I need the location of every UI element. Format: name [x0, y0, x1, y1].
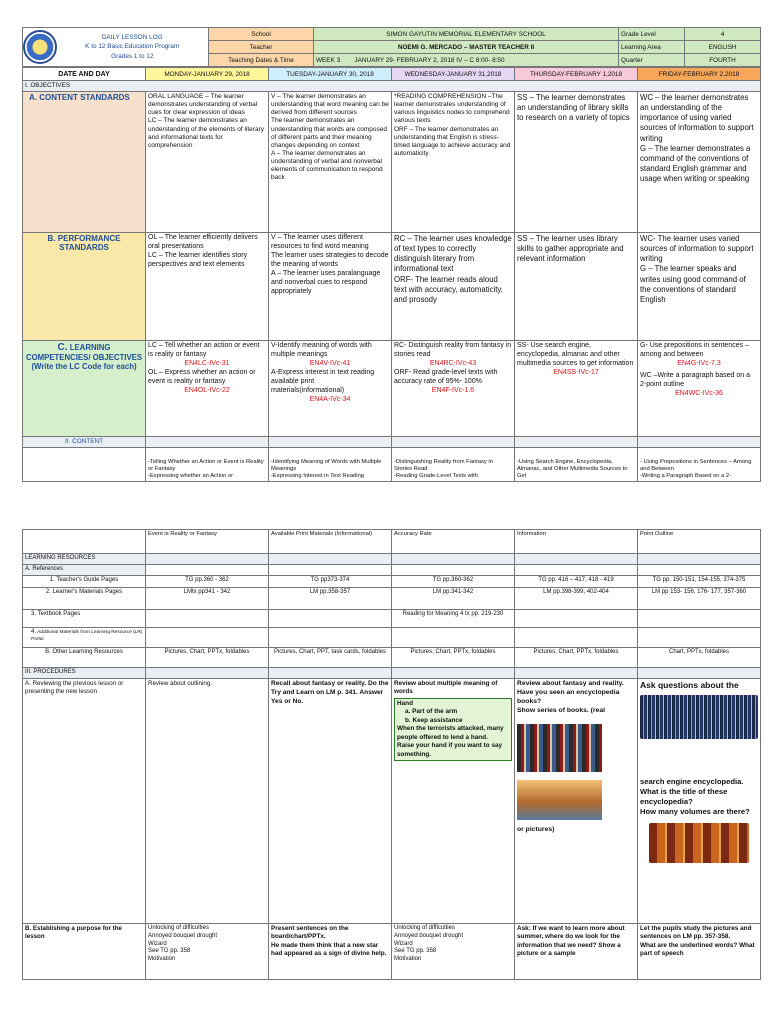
- tg-wed: TG pp.360-362: [392, 576, 515, 588]
- school-value: SIMON GAYUTIN MEMORIAL ELEMENTARY SCHOOL: [314, 28, 619, 41]
- purpose-tue: Present sentences on the board/chart/PPTx. He made them think that a new star had appeared as a sign of divine help.: [269, 924, 392, 980]
- cont-mon: Event is Reality or Fantasy: [146, 530, 269, 554]
- tg-label: 1. Teacher's Guide Pages: [23, 576, 146, 588]
- cont-tue: Available Print Materials (Informational): [269, 530, 392, 554]
- competency-wed-code-orf: EN4F-IVc-1.6: [431, 386, 475, 394]
- encyclopedia-volumes-image: [649, 823, 749, 863]
- content-std-tue: V – The learner demonstrates an understanding that word meaning can be derived from different sources The learner demonstrates an understanding that words are composed of different parts and their meaning changes depending on context A – The learner demonstrates an understanding of verbal and nonverbal elements of communication to respond back: [269, 92, 392, 233]
- tg-tue: TG pp373-374: [269, 576, 392, 588]
- content-tue: -Identifying Meaning of Words with Multiple Meanings -Expressing Interest in Text Reading: [269, 448, 392, 482]
- lesson-log-page-1: [0, 27, 768, 482]
- dates-value: JANUARY 29- FEBRUARY 2, 2018 IV – C 8:00- 8:50: [354, 56, 505, 64]
- performance-standards-label: B. PERFORMANCE STANDARDS: [23, 233, 146, 341]
- content-heading: II. CONTENT: [23, 437, 146, 448]
- cont-wed: Accuracy Rate: [392, 530, 515, 554]
- lm-wed: LM pp.341-342: [392, 588, 515, 610]
- school-label: School: [209, 28, 314, 41]
- content-std-wed: *READING COMPREHENSION –The learner demonstrates understanding of various linguistics nodes to comprehend various texts ORF – The learner demonstrates an understanding that English is stress-timed language to achieve accuracy and automaticity: [392, 92, 515, 233]
- discovery-book-image: [517, 780, 602, 820]
- review-thu: [515, 679, 638, 924]
- competency-wed-orf: ORF- Read grade-level texts with accuracy rate of 95%- 100%: [394, 368, 498, 385]
- review-label: A. Reviewing the previous lesson or presenting the new lesson: [23, 679, 146, 924]
- competency-mon-code-ol: EN4OL-IVc-22: [184, 386, 230, 394]
- perf-std-mon: OL – The learner efficiently delivers oral presentations LC – The learner identifies story perspectives and text elements: [146, 233, 269, 341]
- review-tue: Recall about fantasy or reality. Do the Try and Learn on LM p. 341. Answer Yes or No.: [269, 679, 392, 924]
- day-wednesday: WEDNESDAY-JANUARY 31,2018: [392, 68, 515, 81]
- review-thu-text-end: or pictures): [517, 825, 555, 833]
- header-table: [22, 27, 761, 67]
- other-mon: Pictures, Chart, PPTx, foldables: [146, 648, 269, 668]
- lm-fri: LM pp 153- 156, 176- 177, 357-360: [638, 588, 761, 610]
- learning-resources-heading: LEARNING RESOURCES: [23, 554, 146, 565]
- review-wed-word: Hand: [397, 699, 413, 707]
- lm-mon: LMtx pp341 - 342: [146, 588, 269, 610]
- content-mon: -Telling Whether an Action or Event is Reality or Fantasy -Expressing whether an Action or: [146, 448, 269, 482]
- perf-std-fri: WC- The learner uses varied sources of information to support writing G – The learner speaks and writes using good command of the conventions of standard English: [638, 233, 761, 341]
- competency-wed-rc: RC- Distinguish reality from fantasy in stories read: [394, 342, 512, 358]
- encyclopedia-set-image: [640, 695, 758, 739]
- other-tue: Pictures, Chart, PPT, task cards, foldables: [269, 648, 392, 668]
- other-fri: Chart, PPTx, foldables: [638, 648, 761, 668]
- additional-materials-num: 4.: [31, 629, 37, 635]
- references-heading: A. References: [23, 565, 146, 576]
- review-wed-meaning-a: a. Part of the arm: [405, 708, 458, 716]
- date-day-label: DATE AND DAY: [23, 68, 146, 81]
- additional-materials-cell: [23, 628, 146, 648]
- grades-range: Grades 1 to 12: [111, 52, 154, 60]
- perf-std-thu: SS – The learner uses library skills to gather appropriate and relevant information: [515, 233, 638, 341]
- competency-thu-code-ss: EN4SS-IVc-17: [553, 368, 599, 376]
- competency-thu-ss: SS- Use search engine, encyclopedia, almanac and other multimedia sources to get information: [517, 342, 634, 367]
- competency-fri: [638, 341, 761, 437]
- dates-label: Teaching Dates & Time: [209, 54, 314, 67]
- quarter-label: Quarter: [619, 54, 685, 67]
- other-wed: Pictures, Chart, PPTx, foldables: [392, 648, 515, 668]
- competencies-label-cell: [23, 341, 146, 437]
- log-title: DAILY LESSON LOG: [101, 34, 163, 42]
- purpose-mon: Unlocking of difficulties Annoyed bouquet drought Wizard See TG pp. 358 Motivation: [146, 924, 269, 980]
- competency-wed-code-rc: EN4RC-IVc-43: [429, 359, 477, 367]
- purpose-fri: Let the pupils study the pictures and sentences on LM pp. 357-358. What are the underlined words? What part of speech: [638, 924, 761, 980]
- competency-mon-lc: LC – Tell whether an action or event is reality or fantasy: [148, 342, 260, 358]
- review-mon: Review about outlining.: [146, 679, 269, 924]
- tg-thu: TG pp. 416 – 417, 418 - 419: [515, 576, 638, 588]
- tg-fri: TG pp. 150-151, 154-155, 374-375: [638, 576, 761, 588]
- competency-tue-v: V-Identify meaning of words with multiple meanings: [271, 342, 372, 358]
- day-monday: MONDAY-JANUARY 29, 2018: [146, 68, 269, 81]
- competency-tue: [269, 341, 392, 437]
- competency-fri-g: G- Use prepositions in sentences –among and between: [640, 342, 749, 358]
- other-thu: Pictures, Chart, PPTx, foldables: [515, 648, 638, 668]
- resources-table: [22, 529, 761, 980]
- lm-tue: LM pp.358-357: [269, 588, 392, 610]
- log-title-cell: [57, 28, 209, 67]
- additional-materials-label: Additional Materials from Learning Resource (LR) Portal: [31, 630, 143, 642]
- teacher-value: NOEMI G. MERCADO – MASTER TEACHER II: [314, 41, 619, 54]
- competency-wed: [392, 341, 515, 437]
- competency-tue-code-a: EN4A-IVc-34: [309, 395, 351, 403]
- purpose-label: B. Establishing a purpose for the lesson: [23, 924, 146, 980]
- dates-cell: [314, 54, 619, 67]
- review-wed: [392, 679, 515, 924]
- content-thu: -Using Search Engine, Encyclopedia, Almanac, and Other Multimedia Sources to Get: [515, 448, 638, 482]
- day-friday: FRIDAY-FEBRUARY 2,2018: [638, 68, 761, 81]
- objectives-table: [22, 67, 761, 482]
- review-wed-word-box: [394, 698, 512, 761]
- encyclopedia-shelf-image: [517, 724, 602, 772]
- competency-mon: [146, 341, 269, 437]
- deped-seal-cell: [23, 28, 57, 67]
- textbook-wed: Reading for Meaning 4 tx pp. 219-230: [392, 610, 515, 628]
- cont-fri: Point Outline: [638, 530, 761, 554]
- quarter-value: FOURTH: [685, 54, 761, 67]
- competency-tue-code-v: EN4V-IVc-41: [309, 359, 351, 367]
- competency-mon-code-lc: EN4LC-IVc-31: [184, 359, 230, 367]
- learning-area-label: Learning Area: [619, 41, 685, 54]
- perf-std-tue: V – The learner uses different resources to find word meaning The learner uses strategies to decode the meaning of words A – The learner uses paralanguage and nonverbal cues to respond appropriately: [269, 233, 392, 341]
- review-wed-intro: Review about multiple meaning of words: [394, 680, 498, 696]
- textbook-label: 3. Textbook Pages: [23, 610, 146, 628]
- day-thursday: THURSDAY-FEBRUARY 1,2018: [515, 68, 638, 81]
- tg-mon: TG pp.360 - 362: [146, 576, 269, 588]
- deped-seal-logo: [23, 30, 57, 64]
- day-tuesday: TUESDAY-JANUARY 30, 2018: [269, 68, 392, 81]
- review-fri-questions: search engine encyclopedia. What is the title of these encyclopedia? How many volumes are there?: [640, 777, 750, 817]
- purpose-thu: Ask: If we want to learn more about summer, where do we look for the information that we need? Show a picture or a sample: [515, 924, 638, 980]
- review-fri: [638, 679, 761, 924]
- perf-std-wed: RC – The learner uses knowledge of text types to correctly distinguish literary from informational text ORF- The learner reads aloud text with accuracy, automaticity, and prosody: [392, 233, 515, 341]
- competency-fri-code-g: EN4G-IVc-7.3: [677, 359, 721, 367]
- teacher-label: Teacher: [209, 41, 314, 54]
- competencies-letter: C.: [57, 342, 68, 353]
- review-thu-text: Review about fantasy and reality. Have you seen an encyclopedia books? Show series of books. (real: [517, 680, 624, 714]
- lm-thu: LM pp.398-399, 402-404: [515, 588, 638, 610]
- content-fri: - Using Prepositions in Sentences – Among and Between -Writing a Paragraph Based on a 2-: [638, 448, 761, 482]
- competency-fri-wc: WC –Write a paragraph based on a 2-point outline: [640, 371, 750, 388]
- review-wed-sentences: When the terrorists attacked, many people offered to lend a hand. Raise your hand if you want to say something.: [397, 725, 504, 758]
- competency-fri-code-wc: EN4WC-IVc-36: [675, 389, 723, 397]
- competency-mon-ol: OL – Express whether an action or event is reality or fantasy: [148, 368, 256, 385]
- review-wed-meaning-b: b. Keep assistance: [405, 716, 463, 724]
- content-std-fri: WC – the learner demonstrates an understanding of the importance of using varied sources of information to support writing G – The learner demonstrates a command of the conventions of standard English grammar and usage when writing or speaking: [638, 92, 761, 233]
- content-std-thu: SS – The learner demonstrates an understanding of library skills to research on a variety of topics: [515, 92, 638, 233]
- cont-thu: Information: [515, 530, 638, 554]
- content-standards-label: A. CONTENT STANDARDS: [23, 92, 146, 233]
- grade-level-value: 4: [685, 28, 761, 41]
- competencies-label: LEARNING COMPETENCIES/ OBJECTIVES (Write the LC Code for each): [25, 343, 143, 371]
- competency-thu: [515, 341, 638, 437]
- review-fri-text: Ask questions about the: [640, 680, 739, 690]
- purpose-wed: Unlocking of difficulties Annoyed bouquet drought Wizard See TG pp. 358 Motivation: [392, 924, 515, 980]
- grade-level-label: Grade Level: [619, 28, 685, 41]
- week-value: WEEK 3: [316, 56, 341, 64]
- procedures-heading: III. PROCEDURES: [23, 668, 146, 679]
- content-wed: -Distinguishing Reality from Fantasy in Stories Read -Reading Grade-Level Texts with: [392, 448, 515, 482]
- lm-label: 2. Learner's Materials Pages: [23, 588, 146, 610]
- program-name: K to 12 Basic Education Program: [85, 43, 180, 51]
- objectives-heading: I. OBJECTIVES: [23, 81, 761, 92]
- lesson-log-page-2: [0, 529, 768, 980]
- content-std-mon: ORAL LANGUAGE – The learner demonstrates understanding of verbal cues for clear expression of ideas LC – The learner demonstrates an understanding of the elements of literary and informational texts for comprehension: [146, 92, 269, 233]
- other-resources-label: B. Other Learning Resources: [23, 648, 146, 668]
- competency-tue-a: A-Express interest in text reading available print materials(informational): [271, 368, 375, 394]
- learning-area-value: ENGLISH: [685, 41, 761, 54]
